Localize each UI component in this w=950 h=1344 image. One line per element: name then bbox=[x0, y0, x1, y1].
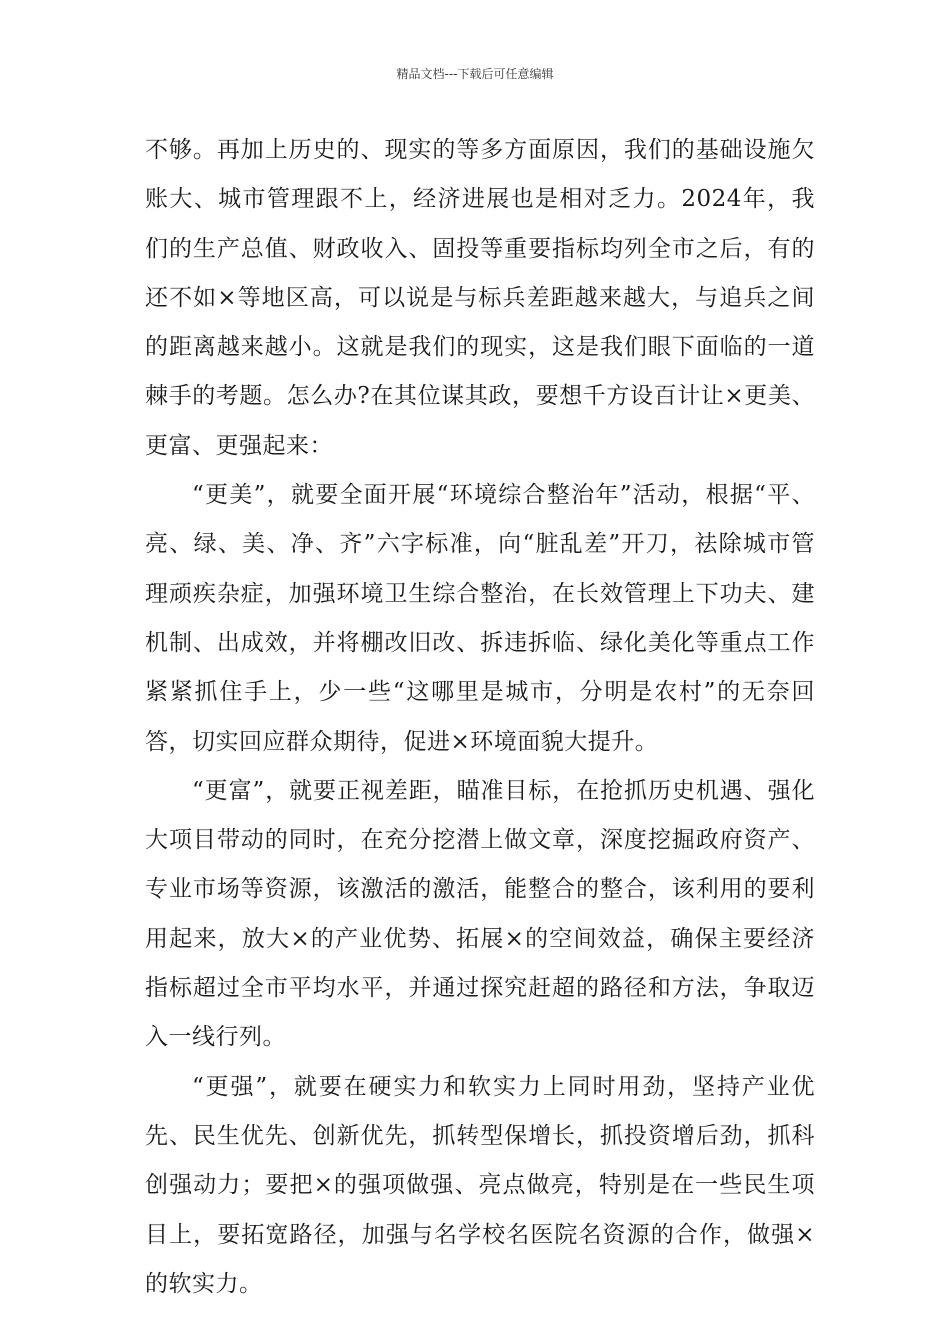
paragraph-more-beautiful: “更美”，就要全面开展“环境综合整治年”活动，根据“平、亮、绿、美、净、齐”六字标准，向“脏乱差”开刀，祛除城市管理顽疾杂症，加强环境卫生综合整治，在长效管理上下功夫、建机制、出成效，并将棚改旧改、拆违拆临、绿化美化等重点工作紧紧抓住手上，少一些“这哪里是城市，分明是农村”的无奈回答，切实回应群众期待，促进×环境面貌大提升。 bbox=[145, 482, 815, 755]
document-body bbox=[145, 126, 815, 1309]
paragraph-continuation: 不够。再加上历史的、现实的等多方面原因，我们的基础设施欠账大、城市管理跟不上，经济进展也是相对乏力。2024年，我们的生产总值、财政收入、固投等重要指标均列全市之后，有的还不如×等地区高，可以说是与标兵差距越来越大，与追兵之间的距离越来越小。这就是我们的现实，这是我们眼下面临的一道棘手的考题。怎么办?在其位谋其政，要想千方设百计让×更美、更富、更强起来： bbox=[145, 137, 815, 459]
paragraph-stronger: “更强”，就要在硬实力和软实力上同时用劲，坚持产业优先、民生优先、创新优先，抓转型保增长，抓投资增后劲，抓科创强动力；要把×的强项做强、亮点做亮，特别是在一些民生项目上，要拓宽路径，加强与名学校名医院名资源的合作，做强×的软实力。 bbox=[145, 1073, 815, 1297]
page-header: 精品文档---下载后可任意编辑 bbox=[396, 67, 554, 81]
paragraph-more-prosperous: “更富”，就要正视差距，瞄准目标，在抢抓历史机遇、强化大项目带动的同时，在充分挖潜上做文章，深度挖掘政府资产、专业市场等资源，该激活的激活，能整合的整合，该利用的要利用起来，放大×的产业优势、拓展×的空间效益，确保主要经济指标超过全市平均水平，并通过探究赶超的路径和方法，争取迈入一线行列。 bbox=[145, 777, 815, 1051]
